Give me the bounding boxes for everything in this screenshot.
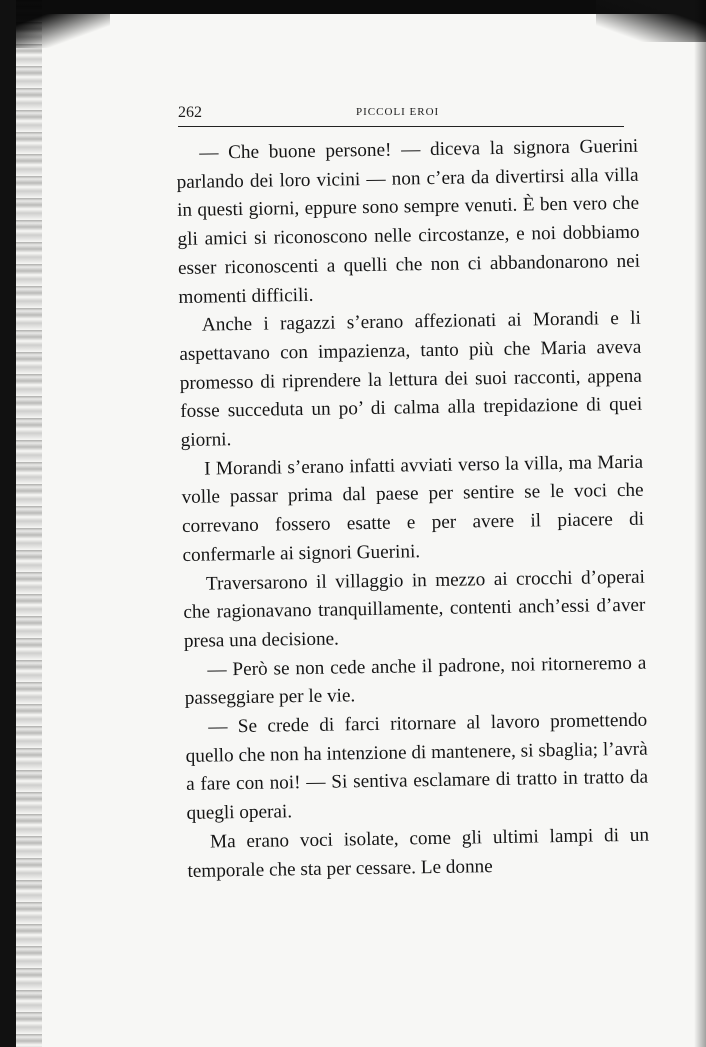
body-text: [176, 133, 650, 886]
paragraph: I Morandi s’erano infatti avviati verso la villa, ma Maria volle passar prima dal paese per sentire se le voci che correvano fossero esatte e per avere il piacere di confermarle ai signori Guerini.: [181, 451, 645, 566]
paragraph: — Però se non cede anche il padrone, noi ritorneremo a passeggiare per le vie.: [184, 652, 647, 710]
paragraph: Anche i ragazzi s’erano affezionati ai Morandi e li aspettavano con impazienza, tanto più che Maria aveva promesso di riprendere la lettura dei suoi racconti, appena fosse succeduta un po’ di calma alla trepidazione di quei giorni.: [179, 307, 643, 451]
header-rule: [178, 126, 624, 127]
page-number: 262: [178, 104, 202, 121]
paragraph: Ma erano voci isolate, come gli ultimi lampi di un temporale che sta per cessare. Le donne: [187, 824, 650, 882]
running-title: PICCOLI EROI: [356, 106, 440, 118]
paragraph: — Se crede di farci ritornare al lavoro promettendo quello che non ha intenzione di mantenere, si sbaglia; l’avrà a fare con noi! — Si sentiva esclamare di tratto in tratto da quegli operai.: [185, 709, 649, 825]
paragraph: Traversarono il villaggio in mezzo ai crocchi d’operai che ragionavano tranquillamente, contenti anch’essi d’aver presa una decisione.: [183, 566, 646, 652]
page-header: [178, 104, 624, 126]
paragraph: — Che buone persone! — diceva la signora Guerini parlando dei loro vicini — non c’era da divertirsi alla villa in questi giorni, eppure sono sempre venuti. È ben vero che gli amici si riconoscono nelle circostanze, e noi dobbiamo esser riconoscenti a quelli che non ci abbandonarono nei momenti difficili.: [176, 135, 641, 308]
